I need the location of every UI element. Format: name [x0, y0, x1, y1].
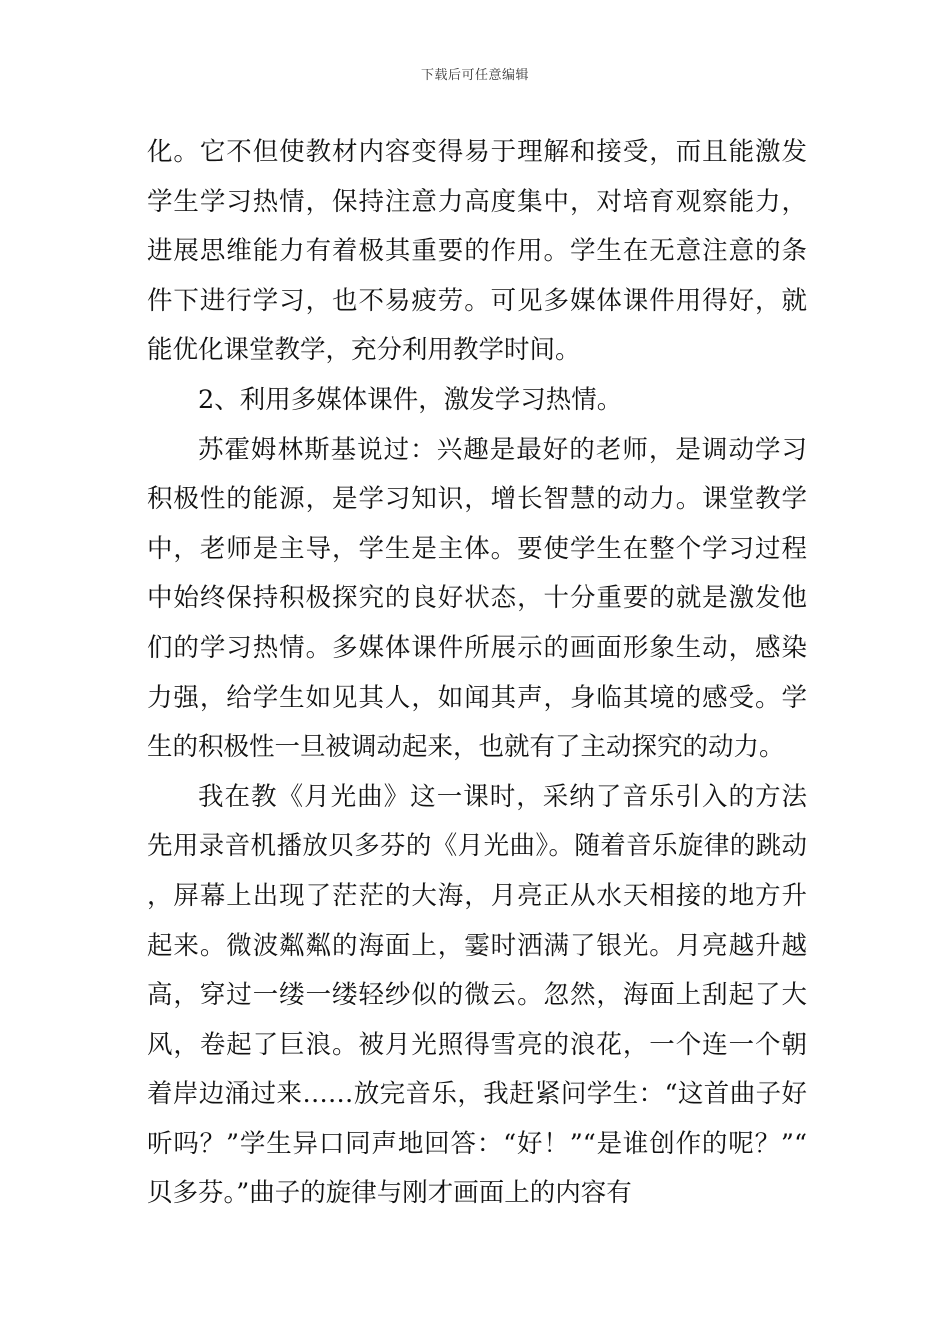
paragraph: 我在教《月光曲》这一课时，采纳了音乐引入的方法先用录音机播放贝多芬的《月光曲》。随着音乐旋律的跳动，屏幕上出现了茫茫的大海，月亮正从水天相接的地方升起来。微波粼粼的海面上，霎时洒满了银光。月亮越升越高，穿过一缕一缕轻纱似的微云。忽然，海面上刮起了大风，卷起了巨浪。被月光照得雪亮的浪花，一个连一个朝着岸边涌过来……放完音乐，我赶紧问学生：“这首曲子好听吗？”学生异口同声地回答：“好！”“是谁创作的呢？”“贝多芬。”曲子的旋律与刚才画面上的内容有 [147, 781, 807, 1209]
paragraph: 苏霍姆林斯基说过：兴趣是最好的老师，是调动学习积极性的能源，是学习知识，增长智慧的动力。课堂教学中，老师是主导，学生是主体。要使学生在整个学习过程中始终保持积极探究的良好状态，十分重要的就是激发他们的学习热情。多媒体课件所展示的画面形象生动，感染力强，给学生如见其人，如闻其声，身临其境的感受。学生的积极性一旦被调动起来，也就有了主动探究的动力。 [147, 434, 807, 763]
body-text [147, 128, 807, 1219]
paragraph-heading: 2、利用多媒体课件，激发学习热情。 [198, 384, 623, 415]
paragraph: 化。它不但使教材内容变得易于理解和接受，而且能激发学生学习热情，保持注意力高度集中，对培育观察能力，进展思维能力有着极其重要的作用。学生在无意注意的条件下进行学习，也不易疲劳。可见多媒体课件用得好，就能优化课堂教学，充分利用教学时间。 [147, 137, 807, 366]
page-header: 下载后可任意编辑 [420, 68, 529, 83]
